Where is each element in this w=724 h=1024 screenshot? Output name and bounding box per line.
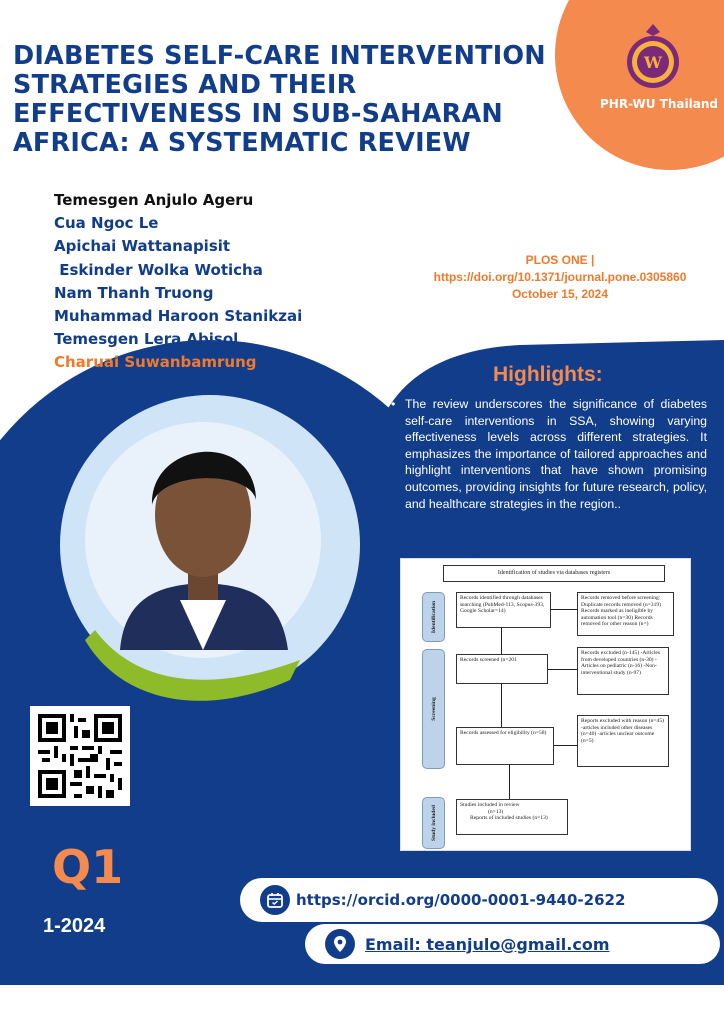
journal-name: PLOS ONE | bbox=[525, 253, 595, 267]
highlights-list bbox=[391, 396, 707, 512]
calendar-icon bbox=[260, 885, 290, 915]
ranking-period: 1-2024 bbox=[43, 915, 106, 937]
records-excluded: Records excluded (n-145) -Articles from developed countries (n-30) -Articles on pediatric (n-16) -Non-interventional study (n-97) bbox=[577, 647, 669, 695]
stage-study-included: Study included bbox=[422, 797, 445, 849]
qr-code[interactable] bbox=[30, 706, 130, 806]
author-name: Nam Thanh Truong bbox=[54, 283, 214, 302]
records-identified: Records identified through databases searching (PubMed-113, Scopus-393, Google Scholar=14) bbox=[456, 592, 551, 628]
author-name: Temesgen Lera Abisol bbox=[54, 330, 239, 349]
arrow bbox=[548, 669, 577, 670]
arrow bbox=[501, 628, 502, 654]
author-name: Muhammad Haroon Stanikzai bbox=[54, 307, 303, 326]
author-name: Temesgen Anjulo Ageru bbox=[54, 191, 254, 209]
reports-excluded: Reports excluded with reason (n=45) -articles included other diseases (n=40) -articles unclear outcome (n=5) bbox=[577, 715, 669, 767]
quartile-ranking: Q1 bbox=[52, 840, 124, 894]
publication-date: October 15, 2024 bbox=[511, 287, 609, 301]
university-emblem-icon bbox=[620, 22, 686, 92]
author-name: Cua Ngoc Le bbox=[54, 214, 159, 233]
prisma-flow-diagram bbox=[400, 558, 691, 851]
location-pin-icon bbox=[325, 929, 355, 959]
included-line-3: Reports of included studies (n=13) bbox=[470, 815, 548, 822]
author-list bbox=[54, 189, 302, 375]
records-screened: Records screened (n=201 bbox=[456, 654, 548, 684]
arrow bbox=[509, 765, 510, 799]
arrow bbox=[554, 745, 577, 746]
included-line-1: Studies included in review bbox=[460, 802, 520, 808]
records-removed: Records removed before screening: Duplicate records removed (n=319) Records marked as ineligible by automation tool (n=30) Records removed for other reason (n=) bbox=[577, 592, 674, 636]
email-link[interactable]: Email: teanjulo@gmail.com bbox=[365, 934, 610, 954]
svg-text:W: W bbox=[644, 53, 662, 72]
records-assessed: Records assessed for eligibility (n=58) bbox=[456, 727, 554, 765]
studies-included bbox=[456, 799, 568, 835]
stage-identification: Identification bbox=[422, 592, 445, 642]
author-name: Charuai Suwanbamrung bbox=[54, 353, 257, 372]
orcid-link[interactable]: https://orcid.org/0000-0001-9440-2622 bbox=[296, 891, 626, 909]
author-name: Eskinder Wolka Woticha bbox=[54, 260, 263, 279]
doi-link[interactable]: https://doi.org/10.1371/journal.pone.0305860 bbox=[433, 270, 687, 284]
arrow bbox=[551, 609, 577, 610]
included-line-2: (n=13) bbox=[488, 808, 504, 815]
brand-name: PHR-WU Thailand bbox=[600, 97, 718, 111]
stage-screening: Screening bbox=[422, 649, 445, 769]
page-title: DIABETES SELF-CARE INTERVENTION STRATEGIES AND THEIR EFFECTIVENESS IN SUB-SAHARAN AFRICA: A SYSTEMATIC REVIEW bbox=[13, 41, 546, 158]
arrow bbox=[501, 684, 502, 727]
orcid-pill[interactable] bbox=[240, 878, 718, 922]
publication-info bbox=[420, 252, 700, 303]
prisma-header: Identification of studies via databases registers bbox=[443, 565, 665, 582]
highlight-item: • The review underscores the significance of diabetes self-care interventions in SSA, showing varying effectiveness levels across different strategies. It emphasizes the importance of tailored approaches and highlight interventions that have shown promising outcomes, providing insights for future research, policy, and healthcare strategies in the region.. bbox=[391, 396, 707, 512]
highlights-heading: Highlights: bbox=[493, 363, 603, 386]
email-pill[interactable] bbox=[305, 924, 720, 964]
author-name: Apichai Wattanapisit bbox=[54, 237, 231, 256]
